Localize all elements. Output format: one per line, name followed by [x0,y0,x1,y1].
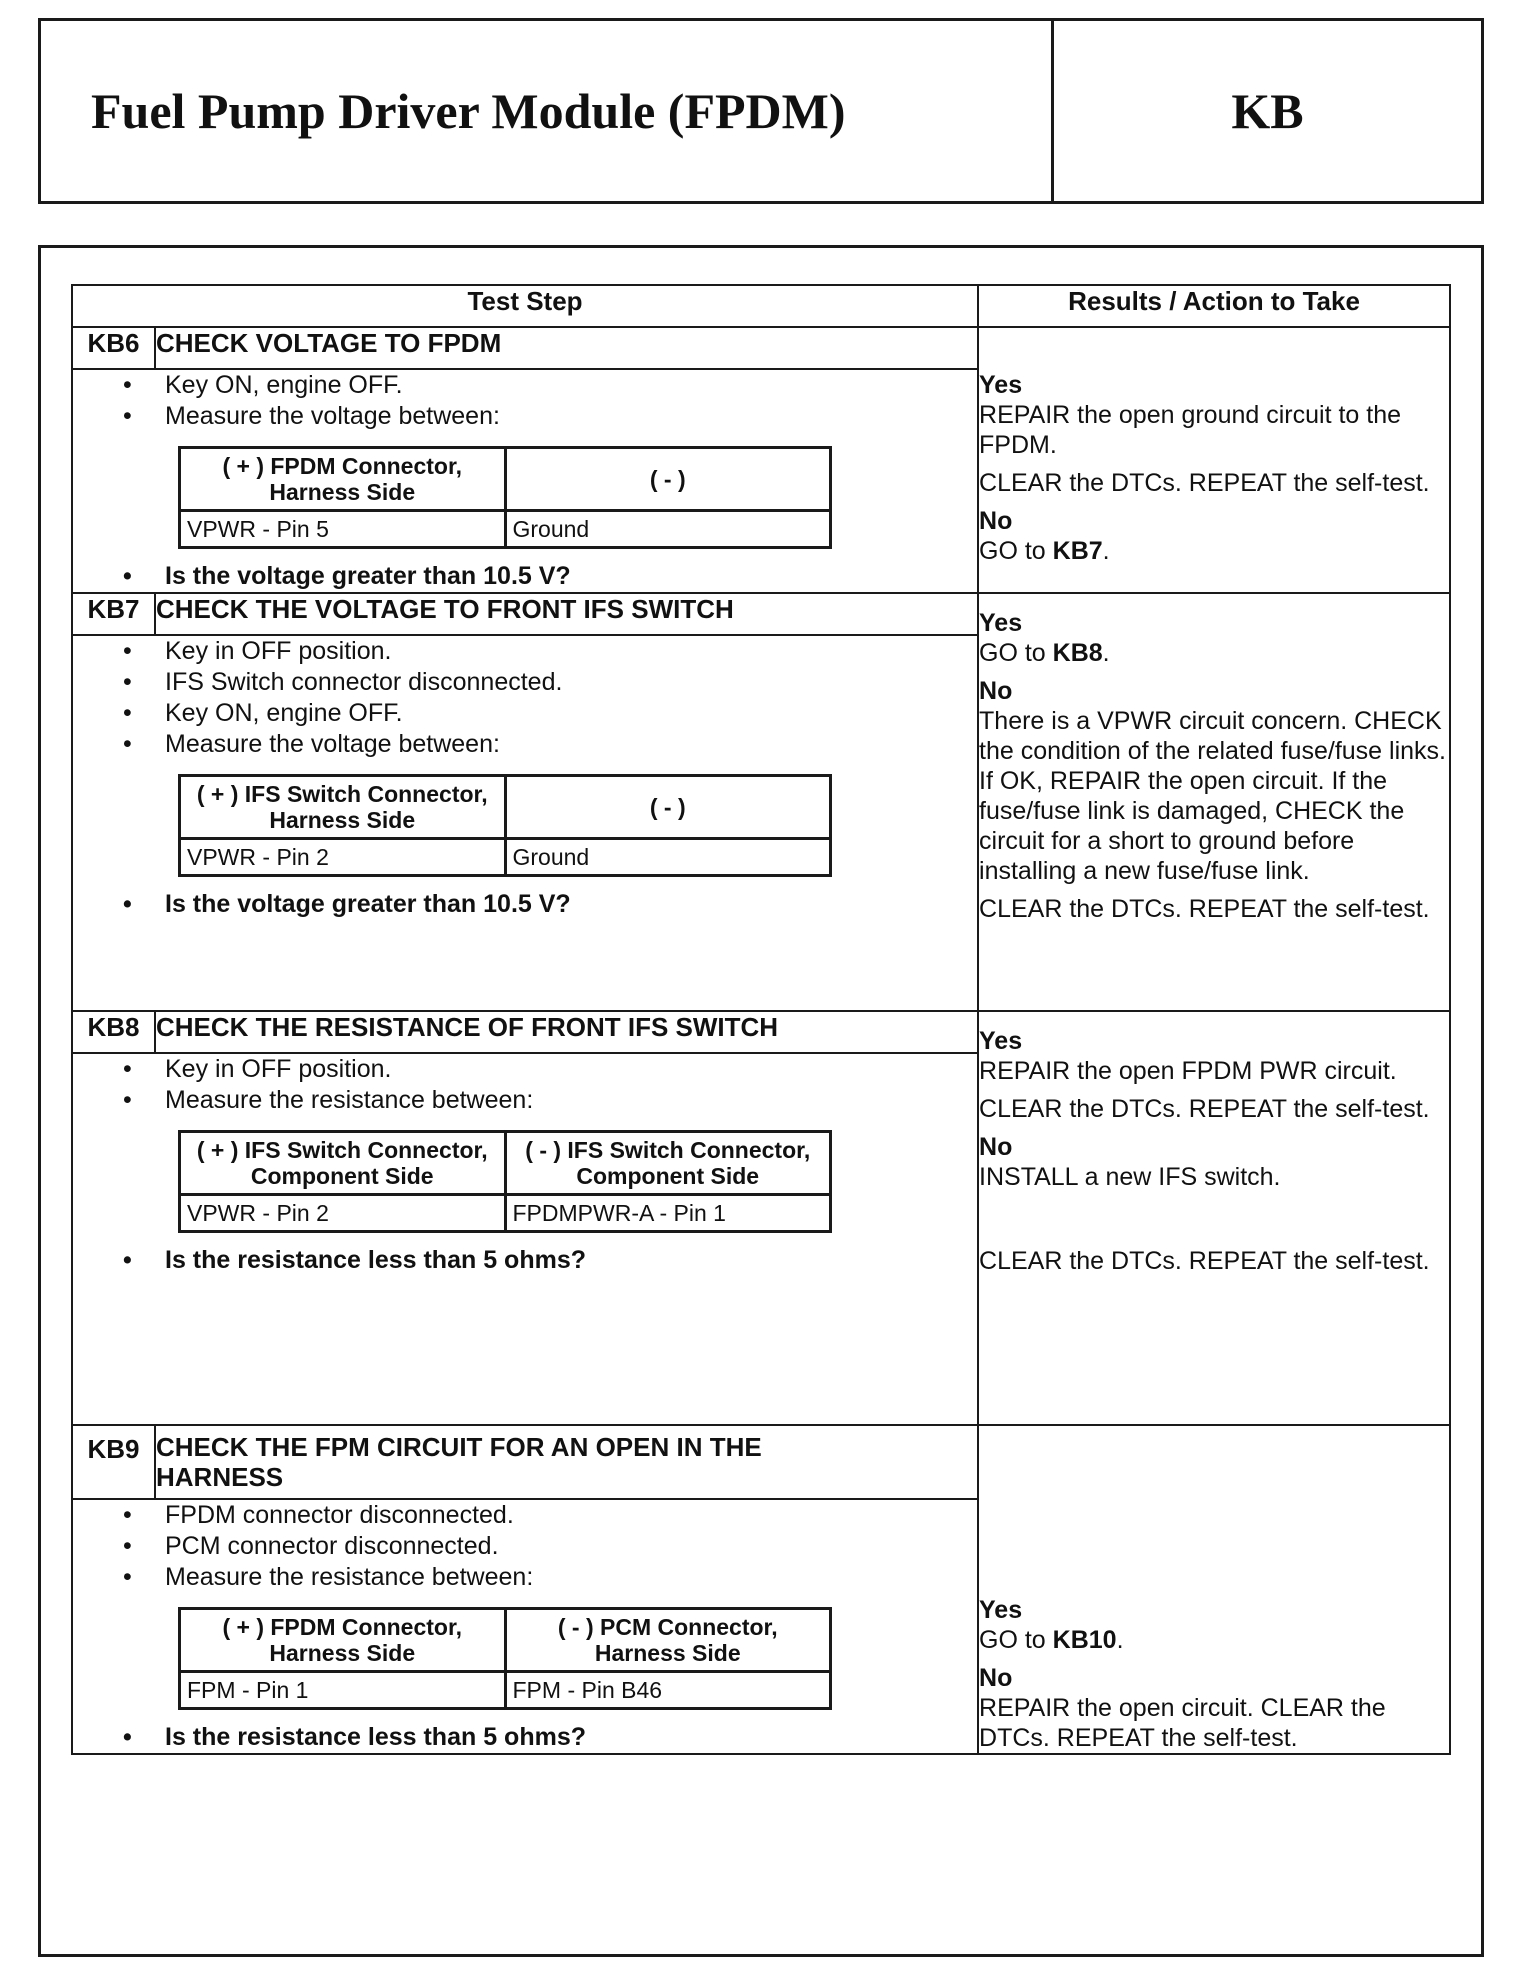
connector-header-positive: ( + ) IFS Switch Connector, Harness Side [180,776,506,839]
connector-header-positive: ( + ) FPDM Connector, Harness Side [180,448,506,511]
yes-action: GO to KB10. [979,1626,1124,1654]
step-id: KB9 [72,1425,155,1499]
go-to-text: GO to [979,639,1046,667]
no-label: No [979,1664,1013,1692]
connector-value-positive: VPWR - Pin 5 [180,511,506,548]
section-code: KB [1231,83,1304,139]
step-body [72,369,978,593]
yes-action-2: CLEAR the DTCs. REPEAT the self-test. [979,1095,1430,1123]
connector-header-negative: ( - ) [505,776,831,839]
instruction-item: • Key ON, engine OFF. [123,698,977,729]
step-question-list [123,561,977,592]
step-title: CHECK THE RESISTANCE OF FRONT IFS SWITCH [155,1011,978,1053]
instruction-item: • PCM connector disconnected. [123,1531,977,1562]
step-question: • Is the voltage greater than 10.5 V? [123,889,977,920]
no-label: No [979,507,1013,535]
step-instructions [123,1500,977,1593]
no-action: INSTALL a new IFS switch. [979,1163,1281,1191]
step-question-list [123,1245,977,1276]
instruction-item: • Measure the voltage between: [123,401,977,432]
step-id: KB8 [72,1011,155,1053]
step-body [72,1499,978,1754]
no-action-2: CLEAR the DTCs. REPEAT the self-test. [979,1247,1430,1275]
step-title-row [72,593,1450,635]
instruction-item: • IFS Switch connector disconnected. [123,667,977,698]
step-question-list [123,1722,977,1753]
step-title: CHECK VOLTAGE TO FPDM [155,327,978,369]
no-action: REPAIR the open circuit. CLEAR the DTCs. REPEAT the self-test. [979,1694,1386,1752]
connector-value-negative: FPM - Pin B46 [505,1672,831,1709]
connector-value-negative: Ground [505,839,831,876]
yes-action: REPAIR the open FPDM PWR circuit. [979,1057,1397,1085]
step-reference: KB10 [1052,1626,1117,1654]
connector-value-positive: VPWR - Pin 2 [180,839,506,876]
step-question: • Is the voltage greater than 10.5 V? [123,561,977,592]
connector-header-negative: ( - ) [505,448,831,511]
instruction-item: • Measure the resistance between: [123,1562,977,1593]
step-results [978,1425,1450,1754]
connector-header-positive: ( + ) FPDM Connector, Harness Side [180,1609,506,1672]
instruction-item: • Key in OFF position. [123,1054,977,1085]
yes-label: Yes [979,371,1023,399]
step-instructions [123,636,977,760]
yes-label: Yes [979,609,1023,637]
no-action: GO to KB7. [979,537,1110,565]
no-label: No [979,677,1013,705]
step-question-list [123,889,977,920]
step-body [72,635,978,1011]
instruction-item: • Key in OFF position. [123,636,977,667]
instruction-item: • Key ON, engine OFF. [123,370,977,401]
step-title: CHECK THE FPM CIRCUIT FOR AN OPEN IN THE HARNESS [155,1425,978,1499]
connector-value-negative: FPDMPWR-A - Pin 1 [505,1195,831,1232]
yes-action: GO to KB8. [979,639,1110,667]
connector-value-positive: VPWR - Pin 2 [180,1195,506,1232]
yes-label: Yes [979,1596,1023,1624]
connector-value-negative: Ground [505,511,831,548]
step-title-row [72,327,1450,369]
no-label: No [979,1133,1013,1161]
step-question: • Is the resistance less than 5 ohms? [123,1722,977,1753]
instruction-item: • FPDM connector disconnected. [123,1500,977,1531]
test-steps-table [71,284,1451,1755]
step-results [978,327,1450,593]
table-header-row [72,285,1450,327]
step-reference: KB7 [1052,537,1103,565]
connector-table [178,1130,832,1233]
column-header-results: Results / Action to Take [978,285,1450,327]
step-title-row [72,1425,1450,1499]
yes-action: REPAIR the open ground circuit to the FPDM. [979,401,1402,459]
connector-table [178,446,832,549]
step-instructions [123,1054,977,1116]
step-instructions [123,370,977,432]
step-results [978,593,1450,1011]
no-action: There is a VPWR circuit concern. CHECK the condition of the related fuse/fuse links. If OK, REPAIR the open circuit. If the fuse/fuse link is damaged, CHECK the circuit for a short to ground before installing a new fuse/fuse link. [979,707,1446,885]
column-header-test-step: Test Step [72,285,978,327]
connector-header-negative: ( - ) IFS Switch Connector, Component Side [505,1132,831,1195]
instruction-item: • Measure the resistance between: [123,1085,977,1116]
connector-header-positive: ( + ) IFS Switch Connector, Component Side [180,1132,506,1195]
connector-header-negative: ( - ) PCM Connector, Harness Side [505,1609,831,1672]
step-body [72,1053,978,1425]
yes-action-2: CLEAR the DTCs. REPEAT the self-test. [979,469,1430,497]
step-id: KB7 [72,593,155,635]
connector-table [178,774,832,877]
connector-table [178,1607,832,1710]
page-header [38,18,1484,204]
step-title-row [72,1011,1450,1053]
step-title: CHECK THE VOLTAGE TO FRONT IFS SWITCH [155,593,978,635]
connector-value-positive: FPM - Pin 1 [180,1672,506,1709]
step-question: • Is the resistance less than 5 ohms? [123,1245,977,1276]
go-to-text: GO to [979,537,1046,565]
page-title: Fuel Pump Driver Module (FPDM) [91,83,846,139]
instruction-item: • Measure the voltage between: [123,729,977,760]
go-to-text: GO to [979,1626,1046,1654]
step-id: KB6 [72,327,155,369]
step-reference: KB8 [1052,639,1103,667]
yes-label: Yes [979,1027,1023,1055]
no-action-2: CLEAR the DTCs. REPEAT the self-test. [979,895,1430,923]
step-results [978,1011,1450,1425]
